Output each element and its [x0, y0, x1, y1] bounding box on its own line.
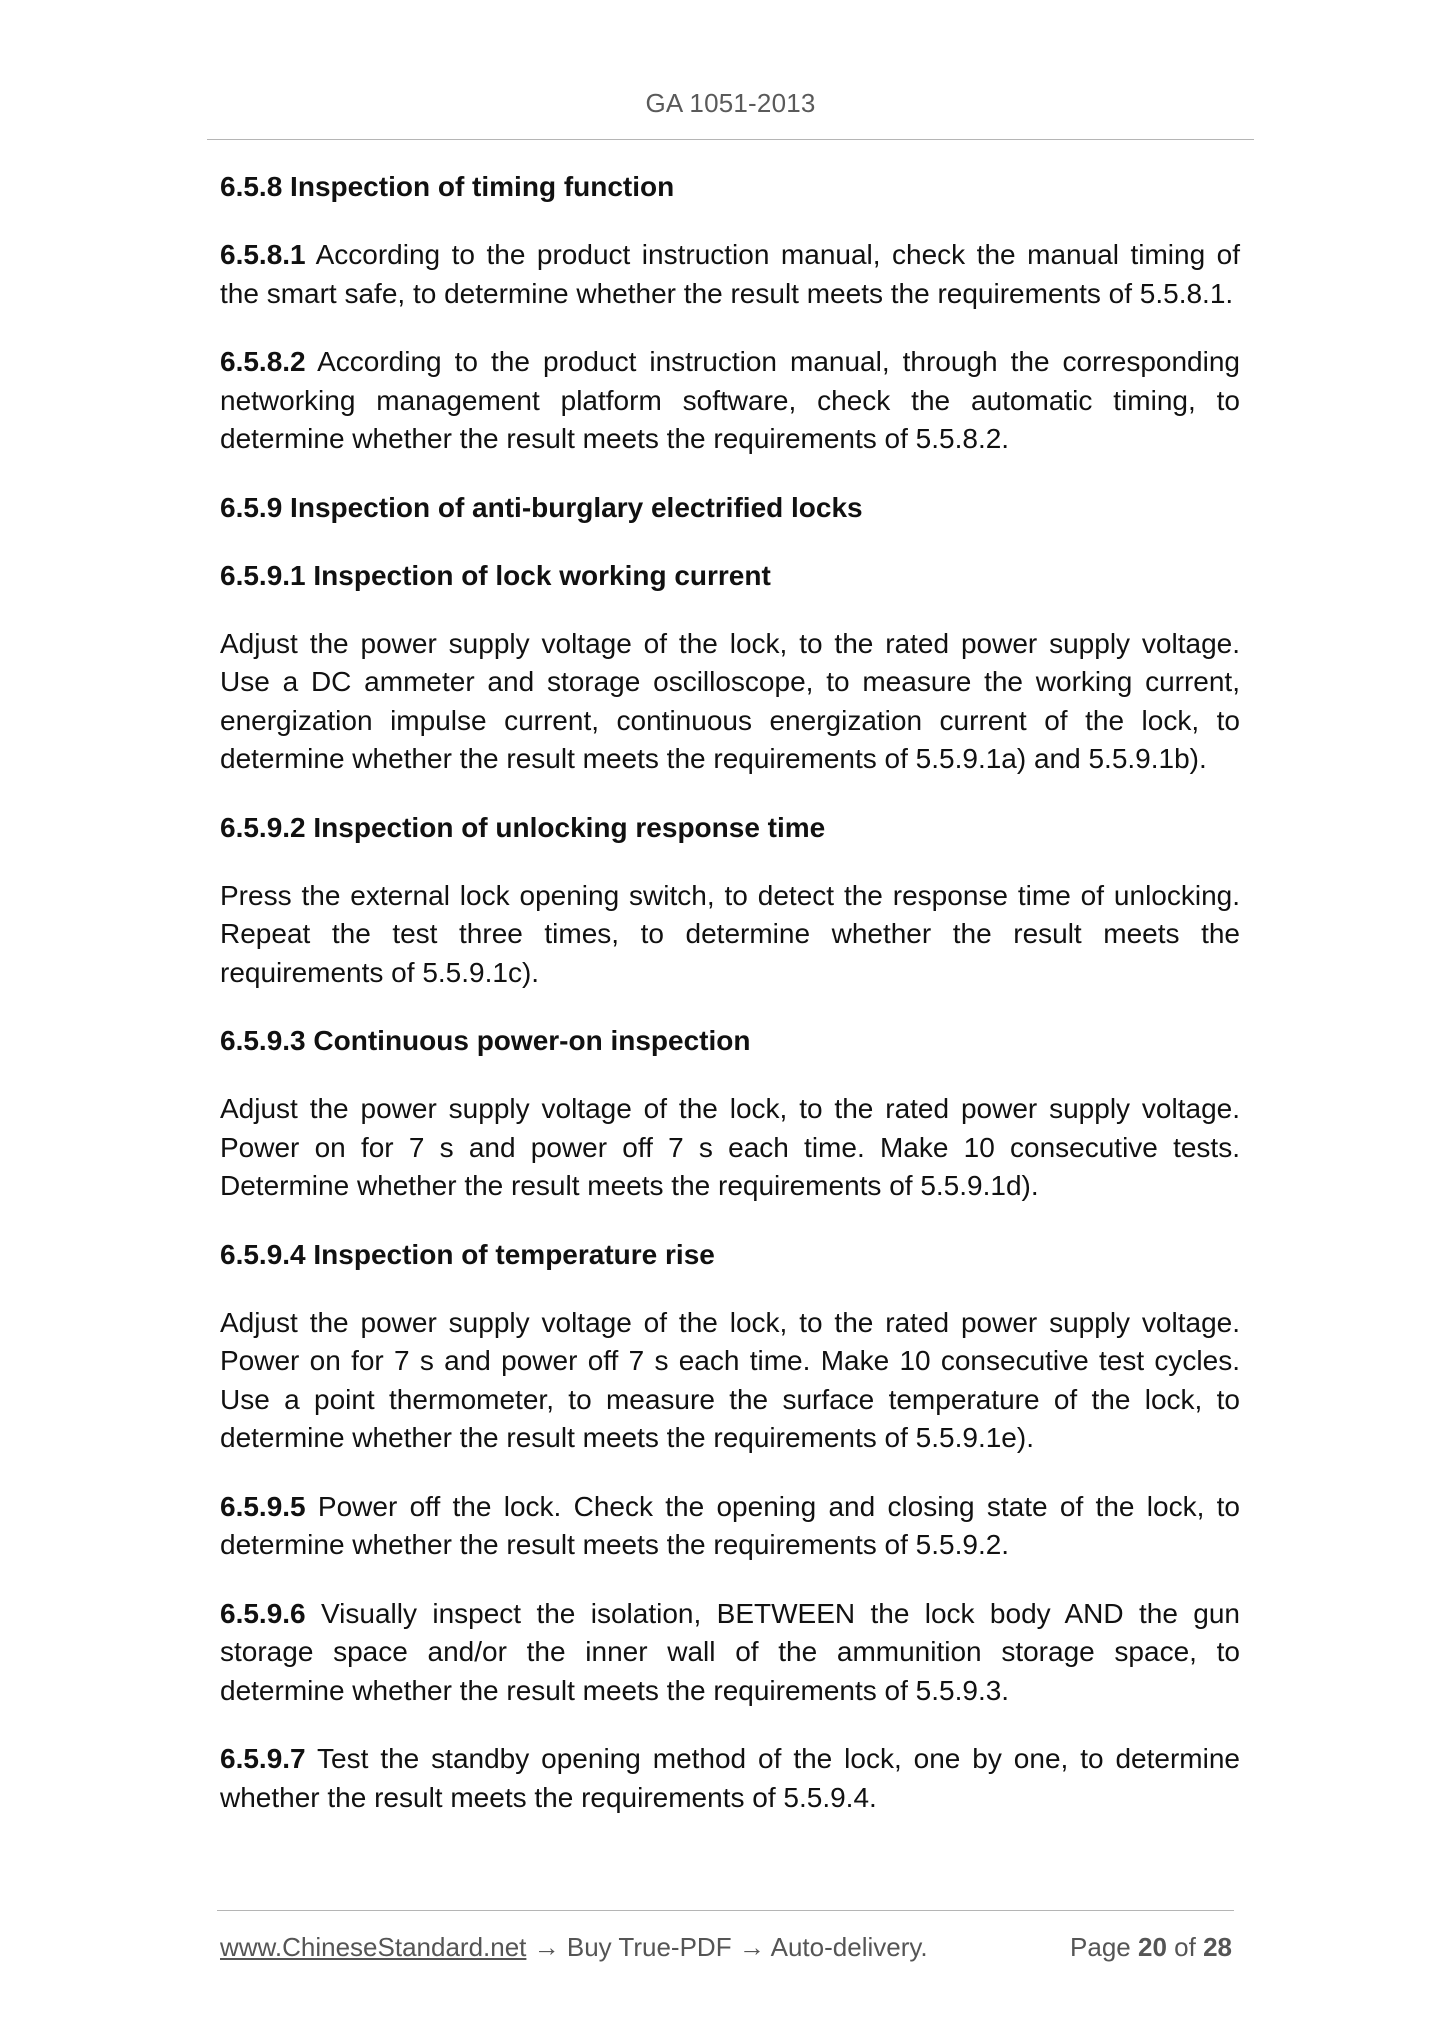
clause-text: Test the standby opening method of the lock, one by one, to determine whether the result meets the requirements of 5.5.9.4.: [220, 1743, 1240, 1813]
clause-number: 6.5.8.2: [220, 346, 306, 377]
page-number: [1070, 1932, 1232, 1963]
footer-divider: [217, 1910, 1234, 1911]
clause-number: 6.5.8.1: [220, 239, 306, 270]
section-heading-6-5-8: 6.5.8 Inspection of timing function: [220, 171, 675, 202]
paragraph-lock-working-current: Adjust the power supply voltage of the lock, to the rated power supply voltage. Use a DC ammeter and storage oscilloscope, to measure the working current, energization impulse current, continuous energization current of the lock, to determine whether the result meets the requirements of 5.5.9.1a) and 5.5.9.1b).: [220, 627, 1240, 774]
clause-6-5-9-5: [220, 1488, 1240, 1565]
page-label: Page: [1070, 1932, 1131, 1962]
clause-text: Power off the lock. Check the opening and closing state of the lock, to determine whether the result meets the requirements of 5.5.9.2.: [220, 1490, 1240, 1560]
clause-text: Visually inspect the isolation, BETWEEN the lock body AND the gun storage space and/or the inner wall of the ammunition storage space, to determine whether the result meets the requirements of 5.5.9.3.: [220, 1597, 1240, 1706]
clause-6-5-8-1: [220, 236, 1240, 313]
section-heading-6-5-9: 6.5.9 Inspection of anti-burglary electrified locks: [220, 491, 863, 523]
website-link[interactable]: www.ChineseStandard.net: [220, 1932, 527, 1962]
section-heading-6-5-9-3: 6.5.9.3 Continuous power-on inspection: [220, 1025, 751, 1056]
section-heading-6-5-9-4: 6.5.9.4 Inspection of temperature rise: [220, 1238, 715, 1270]
clause-6-5-9-7: [220, 1740, 1240, 1817]
buy-text: Buy True-PDF: [566, 1932, 732, 1962]
clause-6-5-9-6: [220, 1595, 1240, 1711]
clause-text: According to the product instruction manual, check the manual timing of the smart safe, to determine whether the result meets the requirements of 5.5.8.1.: [220, 239, 1240, 309]
clause-number: 6.5.9.5: [220, 1490, 306, 1522]
of-label: of: [1174, 1932, 1196, 1962]
header-divider: [207, 139, 1254, 140]
clause-number: 6.5.9.7: [220, 1743, 306, 1774]
current-page: 20: [1138, 1932, 1167, 1962]
clause-number: 6.5.9.6: [220, 1597, 306, 1629]
document-id-header: GA 1051-2013: [645, 88, 816, 118]
paragraph-unlocking-response: Press the external lock opening switch, to detect the response time of unlocking. Repeat the test three times, to determine whether the result meets the requirements of 5.5.9.1c).: [220, 879, 1240, 988]
paragraph-continuous-power-on: Adjust the power supply voltage of the lock, to the rated power supply voltage. Power on for 7 s and power off 7 s each time. Make 10 consecutive tests. Determine whether the result meets the requirements of 5.5.9.1d).: [220, 1093, 1240, 1201]
document-body: [220, 168, 1240, 1847]
clause-6-5-8-2: [220, 343, 1240, 459]
paragraph-temperature-rise: Adjust the power supply voltage of the lock, to the rated power supply voltage. Power on for 7 s and power off 7 s each time. Make 10 consecutive test cycles. Use a point thermometer, to measure the surface temperature of the lock, to determine whether the result meets the requirements of 5.5.9.1e).: [220, 1306, 1240, 1453]
arrow-right-icon: →: [533, 1932, 560, 1962]
section-heading-6-5-9-2: 6.5.9.2 Inspection of unlocking response time: [220, 811, 826, 843]
delivery-text: Auto-delivery.: [770, 1932, 928, 1962]
arrow-right-icon: →: [738, 1932, 765, 1962]
footer-promo: [220, 1932, 928, 1963]
total-pages: 28: [1203, 1932, 1232, 1962]
clause-text: According to the product instruction manual, through the corresponding networking management platform software, check the automatic timing, to determine whether the result meets the requirements of 5.5.8.2.: [220, 346, 1240, 454]
section-heading-6-5-9-1: 6.5.9.1 Inspection of lock working current: [220, 559, 771, 591]
